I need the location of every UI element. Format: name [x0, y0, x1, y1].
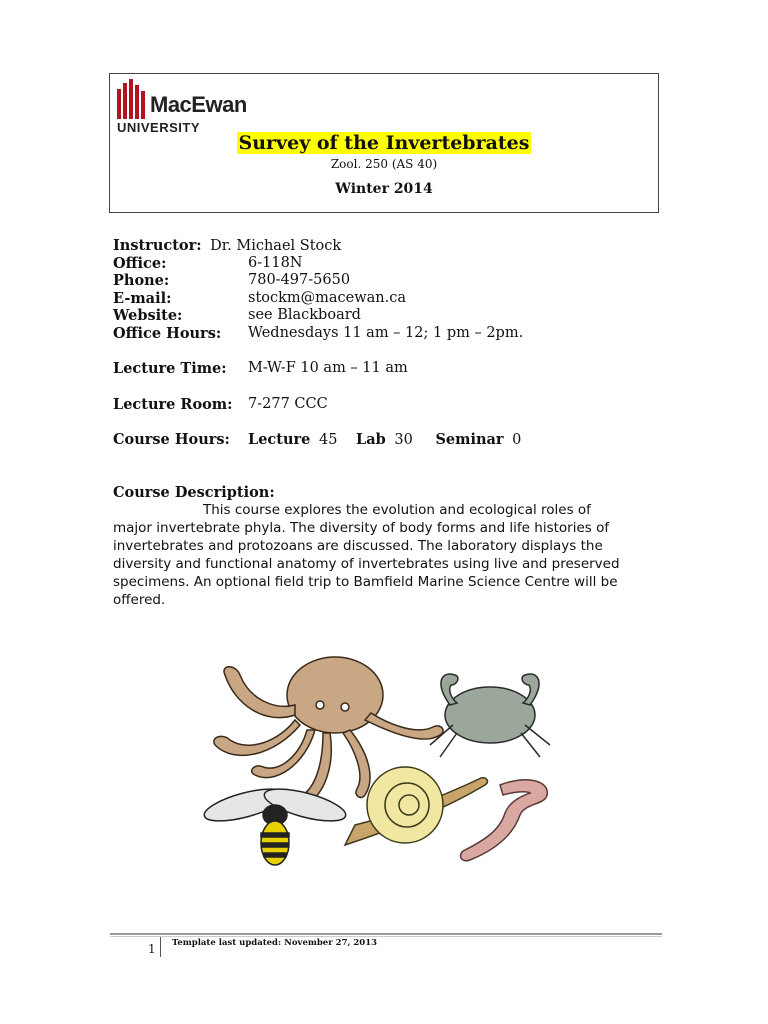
course-hours-values — [248, 431, 521, 450]
course-description-heading: Course Description: — [113, 484, 275, 501]
lecture-time-label: Lecture Time: — [113, 360, 227, 377]
macewan-logo — [115, 79, 265, 135]
lecture-time-value: M-W-F 10 am – 11 am — [248, 360, 408, 376]
footer-rule-thin — [110, 936, 662, 937]
email-label: E-mail: — [113, 289, 172, 307]
instructor-value: Dr. Michael Stock — [210, 238, 342, 254]
course-term: Winter 2014 — [335, 181, 433, 197]
lab-hours-value: 30 — [394, 432, 413, 448]
website-label: Website: — [113, 307, 183, 324]
phone-row — [113, 272, 351, 290]
course-description — [113, 501, 633, 609]
website-value: see Blackboard — [248, 307, 361, 323]
seminar-hours-label: Seminar — [435, 431, 504, 448]
instructor-row — [113, 237, 341, 255]
lab-hours-label: Lab — [356, 431, 386, 448]
template-note: Template last updated: November 27, 2013 — [172, 938, 378, 948]
office-hours-label: Office Hours: — [113, 324, 222, 342]
lecture-room-row — [113, 396, 328, 414]
course-code: Zool. 250 (AS 40) — [330, 157, 438, 171]
instructor-label: Instructor: — [113, 237, 202, 254]
office-hours-value: Wednesdays 11 am – 12; 1 pm – 2pm. — [248, 324, 524, 341]
phone-label: Phone: — [113, 272, 170, 289]
course-hours-label: Course Hours: — [113, 431, 230, 448]
phone-value: 780-497-5650 — [248, 272, 351, 288]
lecture-room-value: 7-277 CCC — [248, 396, 328, 412]
crab-icon — [430, 674, 550, 757]
invertebrates-illustration — [195, 645, 565, 885]
course-hours-row — [113, 431, 522, 449]
logo-sub: UNIVERSITY — [117, 120, 201, 135]
logo-name: MacEwan — [150, 92, 247, 117]
wasp-icon — [201, 783, 348, 865]
lecture-hours-label: Lecture — [248, 431, 311, 448]
macewan-logo-mark-icon — [115, 79, 147, 121]
footer-rule — [110, 933, 662, 935]
lecture-room-label: Lecture Room: — [113, 396, 233, 413]
office-row — [113, 255, 341, 273]
course-title-text: Survey of the Invertebrates — [238, 132, 530, 154]
page-number: 1 — [148, 942, 156, 956]
instructor-block — [113, 237, 524, 342]
website-row — [113, 307, 361, 325]
lecture-hours-value: 45 — [318, 432, 338, 448]
course-description-text: This course explores the evolution and ecological roles of major invertebrate phyla. The diversity of body forms and life histories of invertebrates and protozoans are discussed. The laboratory displays the diversity and functional anatomy of invertebrates using live and preserved specimens. An optional field trip to Bamfield Marine Science Centre will be offered. — [113, 502, 620, 608]
office-hours-row — [113, 324, 524, 343]
page-number-separator — [160, 937, 161, 957]
seminar-hours-value: 0 — [512, 432, 522, 448]
office-label: Office: — [113, 254, 167, 272]
course-title — [110, 132, 658, 154]
email-link[interactable]: stockm@macewan.ca — [248, 289, 407, 306]
header-box — [109, 73, 659, 213]
office-value: 6-118N — [248, 254, 303, 271]
lecture-time-row — [113, 360, 408, 378]
email-row — [113, 289, 407, 308]
